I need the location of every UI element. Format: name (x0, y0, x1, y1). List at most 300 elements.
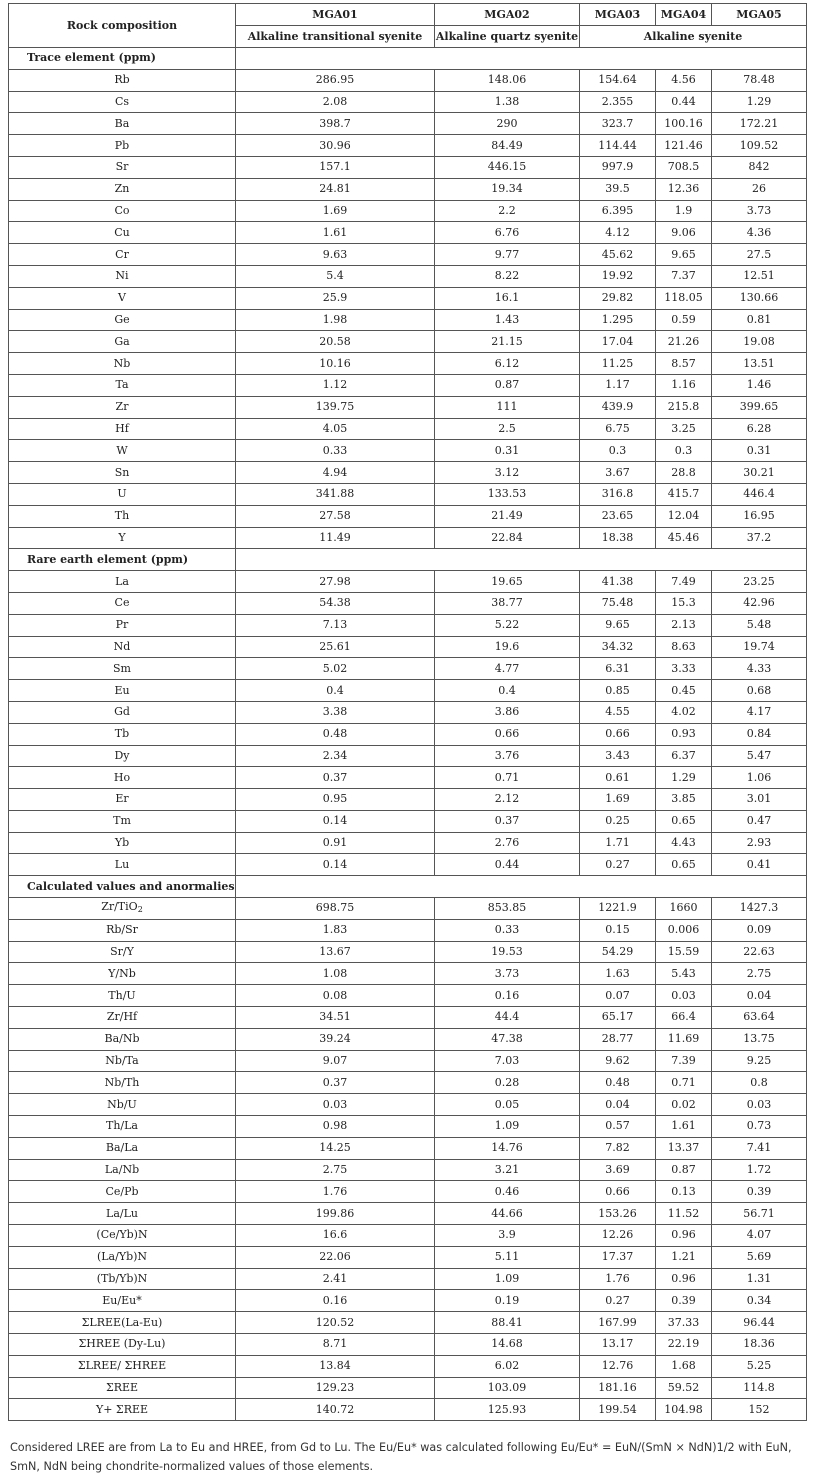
value-cell: 0.14 (236, 810, 435, 832)
value-cell: 0.66 (435, 723, 580, 745)
value-cell: 0.33 (435, 919, 580, 941)
value-cell: 88.41 (435, 1312, 580, 1334)
table-row (9, 571, 807, 593)
value-cell: 5.22 (435, 614, 580, 636)
value-cell: 4.55 (580, 701, 656, 723)
value-cell: 5.11 (435, 1246, 580, 1268)
value-cell: 3.25 (656, 418, 712, 440)
row-label: Gd (9, 701, 236, 723)
table-footnote: Considered LREE are from La to Eu and HREE, from Gd to Lu. The Eu/Eu* was calculated following Eu/Eu* = EuN/(SmN × NdN)1/2 with EuN, SmN, NdN being chondrite-normalized values of those elements. (10, 1441, 792, 1473)
table-row (9, 919, 807, 941)
value-cell: 398.7 (236, 113, 435, 135)
value-cell: 29.82 (580, 287, 656, 309)
table-row (9, 1028, 807, 1050)
value-cell: 17.37 (580, 1246, 656, 1268)
value-cell: 5.25 (712, 1355, 807, 1377)
row-label: ΣREE (9, 1377, 236, 1399)
value-cell: 22.63 (712, 941, 807, 963)
table-row (9, 1377, 807, 1399)
type-header-syenite: Alkaline syenite (580, 26, 807, 48)
value-cell: 104.98 (656, 1399, 712, 1421)
value-cell: 1.72 (712, 1159, 807, 1181)
value-cell: 1.61 (236, 222, 435, 244)
value-cell: 3.21 (435, 1159, 580, 1181)
sample-header-mga01: MGA01 (236, 4, 435, 26)
row-label: Cr (9, 244, 236, 266)
value-cell: 13.17 (580, 1334, 656, 1356)
table-row (9, 701, 807, 723)
value-cell: 698.75 (236, 898, 435, 920)
table-row (9, 309, 807, 331)
value-cell: 19.92 (580, 265, 656, 287)
value-cell: 1.71 (580, 832, 656, 854)
value-cell: 5.02 (236, 658, 435, 680)
value-cell: 0.02 (656, 1094, 712, 1116)
value-cell: 1427.3 (712, 898, 807, 920)
value-cell: 0.37 (236, 767, 435, 789)
table-body (9, 48, 807, 1421)
table-row (9, 985, 807, 1007)
row-label: Zr (9, 396, 236, 418)
value-cell: 0.27 (580, 1290, 656, 1312)
value-cell: 2.5 (435, 418, 580, 440)
value-cell: 133.53 (435, 483, 580, 505)
value-cell: 109.52 (712, 135, 807, 157)
value-cell: 7.37 (656, 265, 712, 287)
value-cell: 286.95 (236, 69, 435, 91)
value-cell: 0.31 (712, 440, 807, 462)
value-cell: 4.07 (712, 1225, 807, 1247)
value-cell: 0.4 (236, 680, 435, 702)
table-row (9, 1116, 807, 1138)
value-cell: 1.83 (236, 919, 435, 941)
value-cell: 2.34 (236, 745, 435, 767)
value-cell: 12.04 (656, 505, 712, 527)
value-cell: 9.25 (712, 1050, 807, 1072)
value-cell: 0.3 (580, 440, 656, 462)
value-cell: 0.71 (435, 767, 580, 789)
value-cell: 3.86 (435, 701, 580, 723)
value-cell: 0.45 (656, 680, 712, 702)
table-row (9, 353, 807, 375)
value-cell: 11.25 (580, 353, 656, 375)
value-cell: 0.27 (580, 854, 656, 876)
row-label: Ni (9, 265, 236, 287)
row-label: Sn (9, 462, 236, 484)
value-cell: 13.75 (712, 1028, 807, 1050)
value-cell: 997.9 (580, 156, 656, 178)
value-cell: 6.12 (435, 353, 580, 375)
value-cell: 0.03 (236, 1094, 435, 1116)
value-cell: 0.39 (712, 1181, 807, 1203)
value-cell: 1.38 (435, 91, 580, 113)
table-row (9, 1159, 807, 1181)
value-cell: 23.65 (580, 505, 656, 527)
row-label: Lu (9, 854, 236, 876)
row-label: V (9, 287, 236, 309)
table-row (9, 69, 807, 91)
table-row (9, 135, 807, 157)
value-cell: 45.46 (656, 527, 712, 549)
value-cell: 181.16 (580, 1377, 656, 1399)
value-cell: 0.4 (435, 680, 580, 702)
value-cell: 21.49 (435, 505, 580, 527)
table-row (9, 1225, 807, 1247)
row-label: Eu/Eu* (9, 1290, 236, 1312)
geochemistry-table (8, 3, 807, 1421)
value-cell: 2.13 (656, 614, 712, 636)
value-cell: 1.76 (236, 1181, 435, 1203)
table-row (9, 1290, 807, 1312)
value-cell: 0.57 (580, 1116, 656, 1138)
value-cell: 7.03 (435, 1050, 580, 1072)
row-label: Zr/TiO$_2$ (9, 898, 236, 920)
value-cell: 8.63 (656, 636, 712, 658)
value-cell: 0.37 (435, 810, 580, 832)
row-label: Co (9, 200, 236, 222)
value-cell: 1.69 (580, 789, 656, 811)
value-cell: 1.12 (236, 374, 435, 396)
value-cell: 6.02 (435, 1355, 580, 1377)
value-cell: 2.41 (236, 1268, 435, 1290)
value-cell: 44.4 (435, 1007, 580, 1029)
table-row (9, 1312, 807, 1334)
table-row (9, 1007, 807, 1029)
value-cell: 75.48 (580, 592, 656, 614)
value-cell: 114.8 (712, 1377, 807, 1399)
row-label: Tb (9, 723, 236, 745)
value-cell: 0.91 (236, 832, 435, 854)
value-cell: 56.71 (712, 1203, 807, 1225)
value-cell: 129.23 (236, 1377, 435, 1399)
value-cell: 37.2 (712, 527, 807, 549)
row-label: Ce (9, 592, 236, 614)
value-cell: 4.36 (712, 222, 807, 244)
table-row (9, 1268, 807, 1290)
value-cell: 8.22 (435, 265, 580, 287)
value-cell: 842 (712, 156, 807, 178)
row-label: La/Nb (9, 1159, 236, 1181)
value-cell: 3.01 (712, 789, 807, 811)
value-cell: 34.32 (580, 636, 656, 658)
sample-header-mga02: MGA02 (435, 4, 580, 26)
table-row (9, 200, 807, 222)
value-cell: 37.33 (656, 1312, 712, 1334)
value-cell: 0.85 (580, 680, 656, 702)
value-cell: 5.43 (656, 963, 712, 985)
value-cell: 16.1 (435, 287, 580, 309)
value-cell: 0.34 (712, 1290, 807, 1312)
value-cell: 0.66 (580, 723, 656, 745)
value-cell: 25.9 (236, 287, 435, 309)
type-header-transitional: Alkaline transitional syenite (236, 26, 435, 48)
table-row (9, 941, 807, 963)
table-row (9, 1399, 807, 1421)
row-label: Nb (9, 353, 236, 375)
value-cell: 39.24 (236, 1028, 435, 1050)
value-cell: 34.51 (236, 1007, 435, 1029)
value-cell: 15.3 (656, 592, 712, 614)
value-cell: 0.68 (712, 680, 807, 702)
value-cell: 0.03 (712, 1094, 807, 1116)
value-cell: 11.52 (656, 1203, 712, 1225)
value-cell: 10.16 (236, 353, 435, 375)
row-label: Ho (9, 767, 236, 789)
value-cell: 23.25 (712, 571, 807, 593)
value-cell: 4.12 (580, 222, 656, 244)
value-cell: 439.9 (580, 396, 656, 418)
value-cell: 19.34 (435, 178, 580, 200)
value-cell: 15.59 (656, 941, 712, 963)
value-cell: 3.69 (580, 1159, 656, 1181)
value-cell: 0.13 (656, 1181, 712, 1203)
value-cell: 20.58 (236, 331, 435, 353)
value-cell: 66.4 (656, 1007, 712, 1029)
value-cell: 25.61 (236, 636, 435, 658)
value-cell: 0.03 (656, 985, 712, 1007)
value-cell: 446.4 (712, 483, 807, 505)
value-cell: 4.77 (435, 658, 580, 680)
table-row (9, 265, 807, 287)
value-cell: 1221.9 (580, 898, 656, 920)
value-cell: 1.46 (712, 374, 807, 396)
table-row (9, 898, 807, 920)
value-cell: 4.43 (656, 832, 712, 854)
rock-composition-header: Rock composition (9, 4, 236, 48)
value-cell: 22.84 (435, 527, 580, 549)
value-cell: 2.75 (712, 963, 807, 985)
value-cell: 65.17 (580, 1007, 656, 1029)
sample-header-mga04: MGA04 (656, 4, 712, 26)
value-cell: 0.87 (435, 374, 580, 396)
value-cell: 19.65 (435, 571, 580, 593)
table-row (9, 113, 807, 135)
value-cell: 7.39 (656, 1050, 712, 1072)
table-row (9, 527, 807, 549)
row-label: Pr (9, 614, 236, 636)
value-cell: 0.14 (236, 854, 435, 876)
row-label: Zn (9, 178, 236, 200)
value-cell: 9.65 (580, 614, 656, 636)
table-row (9, 1246, 807, 1268)
row-label: ΣHREE (Dy-Lu) (9, 1334, 236, 1356)
row-label: Cs (9, 91, 236, 113)
section-spacer (236, 876, 807, 898)
value-cell: 9.77 (435, 244, 580, 266)
value-cell: 167.99 (580, 1312, 656, 1334)
value-cell: 0.46 (435, 1181, 580, 1203)
value-cell: 120.52 (236, 1312, 435, 1334)
row-label: Nb/Ta (9, 1050, 236, 1072)
value-cell: 45.62 (580, 244, 656, 266)
value-cell: 2.12 (435, 789, 580, 811)
value-cell: 6.75 (580, 418, 656, 440)
value-cell: 111 (435, 396, 580, 418)
value-cell: 9.63 (236, 244, 435, 266)
value-cell: 1.43 (435, 309, 580, 331)
value-cell: 199.86 (236, 1203, 435, 1225)
value-cell: 1.21 (656, 1246, 712, 1268)
value-cell: 199.54 (580, 1399, 656, 1421)
value-cell: 8.71 (236, 1334, 435, 1356)
value-cell: 1.61 (656, 1116, 712, 1138)
value-cell: 6.28 (712, 418, 807, 440)
value-cell: 0.41 (712, 854, 807, 876)
value-cell: 148.06 (435, 69, 580, 91)
table-row (9, 91, 807, 113)
value-cell: 5.4 (236, 265, 435, 287)
value-cell: 12.76 (580, 1355, 656, 1377)
value-cell: 1.16 (656, 374, 712, 396)
table-row (9, 854, 807, 876)
value-cell: 24.81 (236, 178, 435, 200)
value-cell: 1.29 (712, 91, 807, 113)
table-row (9, 745, 807, 767)
value-cell: 12.26 (580, 1225, 656, 1247)
value-cell: 0.47 (712, 810, 807, 832)
value-cell: 14.76 (435, 1137, 580, 1159)
value-cell: 84.49 (435, 135, 580, 157)
table-row (9, 483, 807, 505)
table-row (9, 680, 807, 702)
section-spacer (236, 48, 807, 70)
value-cell: 17.04 (580, 331, 656, 353)
value-cell: 11.69 (656, 1028, 712, 1050)
value-cell: 0.44 (656, 91, 712, 113)
value-cell: 3.43 (580, 745, 656, 767)
row-label: Y+ ΣREE (9, 1399, 236, 1421)
subscript: 2 (137, 904, 143, 914)
value-cell: 0.65 (656, 854, 712, 876)
value-cell: 27.58 (236, 505, 435, 527)
value-cell: 3.76 (435, 745, 580, 767)
row-label: Ba/Nb (9, 1028, 236, 1050)
row-label: Ga (9, 331, 236, 353)
value-cell: 415.7 (656, 483, 712, 505)
row-label: Y (9, 527, 236, 549)
value-cell: 0.15 (580, 919, 656, 941)
value-cell: 1.17 (580, 374, 656, 396)
value-cell: 5.47 (712, 745, 807, 767)
value-cell: 154.64 (580, 69, 656, 91)
value-cell: 41.38 (580, 571, 656, 593)
section-title: Rare earth element (ppm) (9, 549, 236, 571)
row-label: Y/Nb (9, 963, 236, 985)
value-cell: 0.16 (236, 1290, 435, 1312)
row-label: (Ce/Yb)N (9, 1225, 236, 1247)
section-spacer (236, 549, 807, 571)
row-label: ΣLREE(La-Eu) (9, 1312, 236, 1334)
row-label: Pb (9, 135, 236, 157)
value-cell: 1.98 (236, 309, 435, 331)
value-cell: 19.08 (712, 331, 807, 353)
value-cell: 11.49 (236, 527, 435, 549)
row-label: Sr (9, 156, 236, 178)
row-label: Ba (9, 113, 236, 135)
value-cell: 0.8 (712, 1072, 807, 1094)
value-cell: 9.62 (580, 1050, 656, 1072)
value-cell: 21.15 (435, 331, 580, 353)
value-cell: 399.65 (712, 396, 807, 418)
row-label: (La/Yb)N (9, 1246, 236, 1268)
table-row (9, 1137, 807, 1159)
value-cell: 13.37 (656, 1137, 712, 1159)
table-row (9, 1203, 807, 1225)
value-cell: 9.06 (656, 222, 712, 244)
value-cell: 4.56 (656, 69, 712, 91)
row-label: (Tb/Yb)N (9, 1268, 236, 1290)
value-cell: 4.05 (236, 418, 435, 440)
value-cell: 1.63 (580, 963, 656, 985)
value-cell: 3.9 (435, 1225, 580, 1247)
value-cell: 1.69 (236, 200, 435, 222)
value-cell: 2.355 (580, 91, 656, 113)
value-cell: 27.5 (712, 244, 807, 266)
value-cell: 1.76 (580, 1268, 656, 1290)
value-cell: 0.19 (435, 1290, 580, 1312)
section-title: Trace element (ppm) (9, 48, 236, 70)
table-row (9, 592, 807, 614)
value-cell: 78.48 (712, 69, 807, 91)
value-cell: 103.09 (435, 1377, 580, 1399)
value-cell: 14.25 (236, 1137, 435, 1159)
value-cell: 47.38 (435, 1028, 580, 1050)
table-row (9, 505, 807, 527)
table-row (9, 723, 807, 745)
table-row (9, 331, 807, 353)
section-header-row (9, 549, 807, 571)
row-label: W (9, 440, 236, 462)
value-cell: 7.49 (656, 571, 712, 593)
table-row (9, 810, 807, 832)
value-cell: 9.65 (656, 244, 712, 266)
value-cell: 1.09 (435, 1116, 580, 1138)
row-label: Ce/Pb (9, 1181, 236, 1203)
value-cell: 290 (435, 113, 580, 135)
table-row (9, 963, 807, 985)
row-label: ΣLREE/ ΣHREE (9, 1355, 236, 1377)
row-label: Th (9, 505, 236, 527)
value-cell: 0.33 (236, 440, 435, 462)
value-cell: 2.76 (435, 832, 580, 854)
value-cell: 18.38 (580, 527, 656, 549)
sample-header-mga03: MGA03 (580, 4, 656, 26)
value-cell: 0.48 (580, 1072, 656, 1094)
value-cell: 853.85 (435, 898, 580, 920)
value-cell: 16.6 (236, 1225, 435, 1247)
value-cell: 2.08 (236, 91, 435, 113)
value-cell: 0.07 (580, 985, 656, 1007)
row-label: Nd (9, 636, 236, 658)
table-row (9, 658, 807, 680)
value-cell: 0.98 (236, 1116, 435, 1138)
value-cell: 1.09 (435, 1268, 580, 1290)
value-cell: 100.16 (656, 113, 712, 135)
value-cell: 0.93 (656, 723, 712, 745)
value-cell: 130.66 (712, 287, 807, 309)
value-cell: 114.44 (580, 135, 656, 157)
value-cell: 215.8 (656, 396, 712, 418)
value-cell: 96.44 (712, 1312, 807, 1334)
value-cell: 28.8 (656, 462, 712, 484)
value-cell: 1.9 (656, 200, 712, 222)
value-cell: 3.38 (236, 701, 435, 723)
value-cell: 12.51 (712, 265, 807, 287)
table-row (9, 1334, 807, 1356)
table-row (9, 1181, 807, 1203)
value-cell: 0.65 (656, 810, 712, 832)
value-cell: 13.51 (712, 353, 807, 375)
